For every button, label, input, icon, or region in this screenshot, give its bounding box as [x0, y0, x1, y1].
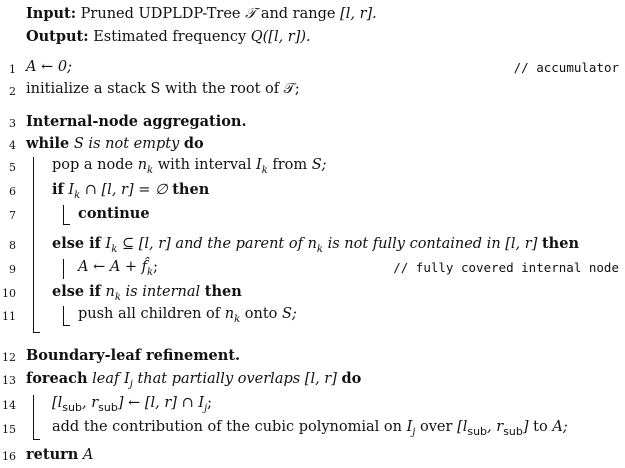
line-number: 10 [2, 287, 16, 300]
range-expression: [l, r] [505, 236, 538, 252]
keyword-then: then [541, 235, 579, 252]
code-text: from [272, 157, 308, 173]
line-7 [0, 205, 625, 227]
var-n: n [137, 157, 148, 173]
line-code [78, 306, 297, 325]
line-code [26, 135, 204, 152]
condition-text: is internal [125, 284, 201, 300]
sub-k: k [147, 266, 154, 278]
elseif2-block-bar [63, 306, 64, 326]
accumulate-expression: A ← A + f̂ [78, 259, 148, 275]
keyword-else-if: else if [52, 283, 101, 300]
keyword-do: do [183, 135, 204, 152]
line-number: 4 [9, 139, 16, 152]
line-number: 15 [2, 423, 16, 436]
expr: , r [81, 395, 99, 411]
sub-j: j [129, 378, 133, 390]
line-number: 13 [2, 374, 16, 387]
line-code [52, 235, 579, 255]
line-number: 5 [9, 161, 16, 174]
sub-j: j [412, 426, 416, 438]
var-n: n [105, 284, 115, 300]
code-text: push all children of [78, 306, 221, 322]
line-11 [0, 306, 625, 328]
code-text: onto [244, 306, 278, 322]
keyword-continue: continue [78, 205, 150, 222]
output-label: Output: [26, 28, 89, 45]
var-I: I [105, 236, 112, 252]
expr: , r [487, 419, 504, 435]
line-10 [0, 283, 625, 305]
line-16 [0, 446, 625, 468]
line-13 [0, 370, 625, 392]
range-expression: [l, r] [304, 371, 337, 387]
line-code [26, 446, 93, 463]
line-code [52, 157, 327, 176]
condition-text: is not fully contained in [327, 236, 501, 252]
var-A: A; [552, 419, 568, 435]
input-text: Pruned UDPLDP-Tree [80, 6, 241, 22]
line-number: 14 [2, 399, 16, 412]
var-S: S; [281, 306, 297, 322]
expr: [l [52, 395, 63, 411]
line-number: 9 [9, 263, 16, 276]
input-tree-symbol: 𝒯 [245, 6, 257, 22]
while-condition: S is not empty [73, 136, 180, 152]
line-number: 7 [9, 209, 16, 222]
line-comment: // fully covered internal node [393, 260, 619, 275]
code-text: add the contribution of the cubic polynomial on [52, 419, 402, 435]
line-number: 6 [9, 185, 16, 198]
section-heading-boundary: Boundary-leaf refinement. [26, 347, 241, 364]
line-number: 8 [9, 239, 16, 252]
line-comment: // accumulator [513, 60, 619, 75]
condition-text: and the parent of [175, 236, 303, 252]
line-number: 12 [2, 351, 16, 364]
line-number: 2 [9, 85, 16, 98]
subset-expression: ⊆ [l, r] [121, 236, 171, 252]
condition-text: leaf I [92, 371, 130, 387]
line-3 [0, 113, 625, 135]
if-block-foot [63, 224, 70, 225]
while-block-foot [33, 332, 40, 333]
sub-k: k [74, 189, 81, 201]
sub-sub: sub [467, 424, 488, 438]
line-code: initialize a stack S with the root of 𝒯; [26, 81, 300, 97]
sub-k: k [234, 313, 241, 325]
keyword-return: return [26, 446, 79, 463]
sub-sub: sub [62, 400, 82, 414]
var-n: n [307, 236, 317, 252]
line-code [52, 419, 568, 438]
keyword-then: then [172, 181, 210, 198]
semicolon: ; [207, 395, 213, 411]
var-A: A [82, 447, 94, 463]
elseif2-block-foot [63, 325, 70, 326]
while-block-bar [33, 157, 34, 333]
output-expr: Q([l, r]). [250, 29, 311, 45]
semicolon: ; [153, 259, 158, 275]
condition-text: that partially overlaps [137, 371, 301, 387]
line-number: 3 [9, 117, 16, 130]
code-text: with interval [157, 157, 252, 173]
elseif-block-bar [63, 259, 64, 279]
var-I: I [68, 182, 75, 198]
input-and: and range [260, 6, 336, 22]
if-expression: ∩ [l, r] = ∅ [84, 182, 168, 198]
if-block-bar [63, 205, 64, 225]
var-I: I [406, 419, 413, 435]
expr: ] [522, 419, 529, 435]
foreach-block-bar [33, 395, 34, 440]
code-text: over [420, 419, 453, 435]
line-1 [0, 59, 625, 81]
sub-sub: sub [98, 400, 118, 414]
line-8 [0, 235, 625, 257]
input-range: [l, r]. [340, 6, 377, 22]
line-code [52, 395, 212, 414]
sub-k: k [111, 243, 118, 255]
keyword-then: then [204, 283, 242, 300]
line-code [52, 283, 242, 303]
input-label: Input: [26, 5, 77, 22]
line-number: 1 [9, 63, 16, 76]
expr: [l [457, 419, 468, 435]
line-14 [0, 395, 625, 417]
line-code [26, 59, 72, 75]
line-number: 16 [2, 450, 16, 463]
sub-j: j [204, 402, 208, 414]
line-4 [0, 135, 625, 157]
sub-k: k [147, 164, 154, 176]
code-text: A ← 0; [26, 59, 72, 75]
section-heading-internal: Internal-node aggregation. [26, 113, 247, 130]
line-6 [0, 181, 625, 203]
line-12 [0, 347, 625, 369]
keyword-while: while [26, 135, 70, 152]
keyword-do: do [341, 370, 362, 387]
line-code [52, 181, 209, 201]
line-number: 11 [2, 310, 16, 323]
sub-k: k [261, 164, 268, 176]
line-code [26, 370, 361, 390]
var-I: I [255, 157, 262, 173]
keyword-foreach: foreach [26, 370, 88, 387]
sub-k: k [316, 243, 323, 255]
line-2 [0, 81, 625, 103]
line-5 [0, 157, 625, 179]
var-n: n [224, 306, 235, 322]
output-text: Estimated frequency [93, 29, 247, 45]
sub-k: k [114, 291, 121, 303]
line-code [78, 259, 158, 278]
sub-sub: sub [503, 424, 523, 438]
line-15 [0, 419, 625, 441]
var-S: S; [311, 157, 327, 173]
output-line [26, 28, 311, 45]
keyword-if: if [52, 181, 64, 198]
foreach-block-foot [33, 439, 40, 440]
code-text: to [533, 419, 548, 435]
line-9 [0, 259, 625, 281]
expr: ] ← [l, r] ∩ I [117, 395, 205, 411]
keyword-else-if: else if [52, 235, 101, 252]
code-text: pop a node [52, 157, 134, 173]
input-line [26, 5, 377, 22]
